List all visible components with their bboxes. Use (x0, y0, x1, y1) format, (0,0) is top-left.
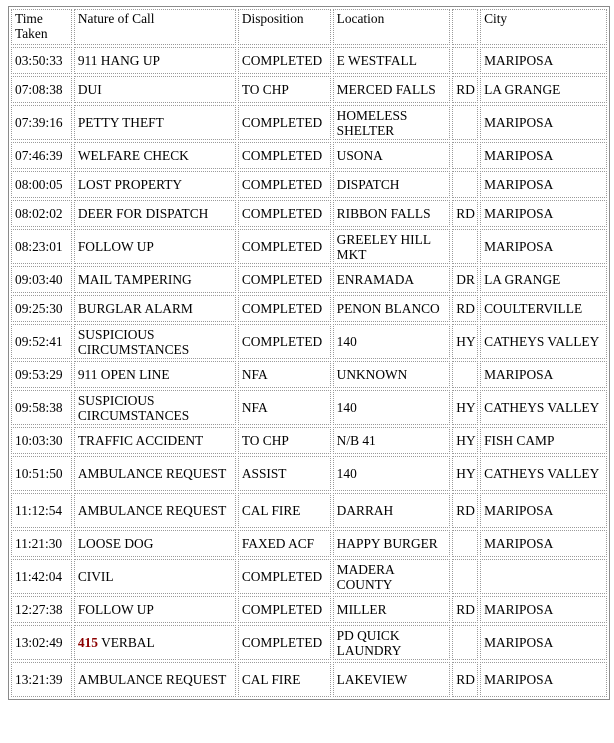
header-disposition: Disposition (238, 9, 331, 45)
table-row (11, 105, 607, 140)
cell-location-suffix: RD (452, 493, 478, 528)
cell-time: 03:50:33 (11, 47, 72, 74)
cell-time: 09:52:41 (11, 324, 72, 359)
cell-disposition: COMPLETED (238, 559, 331, 594)
cell-location-suffix: RD (452, 200, 478, 227)
nature-text: AMBULANCE REQUEST (77, 466, 227, 481)
cell-nature (74, 530, 236, 557)
cell-location-suffix (452, 530, 478, 557)
nature-text: SUSPICIOUS CIRCUMSTANCES (77, 326, 190, 357)
cell-time: 09:03:40 (11, 266, 72, 293)
nature-text: MAIL TAMPERING (77, 272, 192, 287)
cell-location-suffix: HY (452, 390, 478, 425)
cell-city: MARIPOSA (480, 530, 607, 557)
cell-nature (74, 229, 236, 264)
cell-location-suffix (452, 559, 478, 594)
cell-city: FISH CAMP (480, 427, 607, 454)
cell-location: 140 (333, 456, 451, 491)
table-row (11, 625, 607, 660)
cell-location-suffix (452, 47, 478, 74)
cell-city: MARIPOSA (480, 229, 607, 264)
cell-disposition: FAXED ACF (238, 530, 331, 557)
nature-text: FOLLOW UP (77, 239, 154, 254)
cell-location: E WESTFALL (333, 47, 451, 74)
cell-time: 11:42:04 (11, 559, 72, 594)
cell-location-suffix (452, 625, 478, 660)
cell-city: CATHEYS VALLEY (480, 390, 607, 425)
table-row (11, 142, 607, 169)
cell-disposition: COMPLETED (238, 266, 331, 293)
cell-location-suffix: HY (452, 427, 478, 454)
cell-time: 11:21:30 (11, 530, 72, 557)
header-time-taken: Time Taken (11, 9, 72, 45)
call-log-table (8, 6, 610, 700)
cell-location-suffix: RD (452, 295, 478, 322)
nature-text: 911 HANG UP (77, 53, 160, 68)
cell-time: 10:03:30 (11, 427, 72, 454)
table-row (11, 390, 607, 425)
cell-nature (74, 171, 236, 198)
cell-location: USONA (333, 142, 451, 169)
cell-nature (74, 200, 236, 227)
nature-text: TRAFFIC ACCIDENT (77, 433, 204, 448)
cell-disposition: NFA (238, 390, 331, 425)
cell-location: HOMELESS SHELTER (333, 105, 451, 140)
nature-text: VERBAL (101, 635, 155, 650)
cell-nature (74, 266, 236, 293)
cell-location-suffix (452, 361, 478, 388)
cell-location: MERCED FALLS (333, 76, 451, 103)
cell-city (480, 559, 607, 594)
cell-time: 13:02:49 (11, 625, 72, 660)
cell-city: MARIPOSA (480, 625, 607, 660)
cell-nature (74, 361, 236, 388)
nature-text: AMBULANCE REQUEST (77, 503, 227, 518)
cell-location-suffix (452, 229, 478, 264)
cell-location: LAKEVIEW (333, 662, 451, 697)
table-row (11, 596, 607, 623)
nature-text: LOST PROPERTY (77, 177, 183, 192)
cell-time: 13:21:39 (11, 662, 72, 697)
cell-location-suffix: DR (452, 266, 478, 293)
cell-time: 09:25:30 (11, 295, 72, 322)
cell-time: 07:46:39 (11, 142, 72, 169)
header-row (11, 9, 607, 45)
cell-disposition: COMPLETED (238, 324, 331, 359)
cell-city: MARIPOSA (480, 142, 607, 169)
nature-text: DEER FOR DISPATCH (77, 206, 209, 221)
cell-disposition: ASSIST (238, 456, 331, 491)
cell-time: 09:58:38 (11, 390, 72, 425)
cell-city: MARIPOSA (480, 596, 607, 623)
nature-text: LOOSE DOG (77, 536, 154, 551)
cell-time: 08:02:02 (11, 200, 72, 227)
cell-city: MARIPOSA (480, 105, 607, 140)
cell-disposition: COMPLETED (238, 625, 331, 660)
cell-disposition: COMPLETED (238, 105, 331, 140)
cell-location: ENRAMADA (333, 266, 451, 293)
cell-city: MARIPOSA (480, 662, 607, 697)
cell-time: 10:51:50 (11, 456, 72, 491)
cell-nature (74, 295, 236, 322)
header-location-suffix (452, 9, 478, 45)
cell-disposition: COMPLETED (238, 596, 331, 623)
nature-text: BURGLAR ALARM (77, 301, 193, 316)
cell-location: HAPPY BURGER (333, 530, 451, 557)
cell-time: 08:23:01 (11, 229, 72, 264)
cell-city: CATHEYS VALLEY (480, 324, 607, 359)
table-row (11, 47, 607, 74)
cell-nature (74, 76, 236, 103)
cell-disposition: CAL FIRE (238, 662, 331, 697)
cell-location: N/B 41 (333, 427, 451, 454)
cell-nature (74, 427, 236, 454)
cell-location: PENON BLANCO (333, 295, 451, 322)
cell-city: COULTERVILLE (480, 295, 607, 322)
table-row (11, 427, 607, 454)
cell-nature (74, 625, 236, 660)
table-row (11, 76, 607, 103)
cell-location-suffix: HY (452, 324, 478, 359)
cell-city: MARIPOSA (480, 361, 607, 388)
cell-nature (74, 596, 236, 623)
cell-city: LA GRANGE (480, 76, 607, 103)
cell-nature (74, 324, 236, 359)
call-code: 415 (77, 635, 98, 650)
cell-disposition: TO CHP (238, 76, 331, 103)
nature-text: CIVIL (77, 569, 114, 584)
cell-time: 08:00:05 (11, 171, 72, 198)
cell-disposition: TO CHP (238, 427, 331, 454)
cell-location-suffix (452, 171, 478, 198)
table-row (11, 361, 607, 388)
header-city: City (480, 9, 607, 45)
nature-text: PETTY THEFT (77, 115, 164, 130)
cell-location: 140 (333, 390, 451, 425)
cell-nature (74, 493, 236, 528)
cell-location: RIBBON FALLS (333, 200, 451, 227)
cell-city: MARIPOSA (480, 47, 607, 74)
header-location: Location (333, 9, 451, 45)
nature-text: DUI (77, 82, 102, 97)
cell-location-suffix: RD (452, 662, 478, 697)
cell-nature (74, 456, 236, 491)
cell-city: MARIPOSA (480, 493, 607, 528)
nature-text: WELFARE CHECK (77, 148, 189, 163)
cell-disposition: COMPLETED (238, 142, 331, 169)
table-row (11, 324, 607, 359)
cell-nature (74, 142, 236, 169)
cell-location: MILLER (333, 596, 451, 623)
cell-disposition: NFA (238, 361, 331, 388)
table-row (11, 171, 607, 198)
cell-time: 07:08:38 (11, 76, 72, 103)
cell-disposition: COMPLETED (238, 295, 331, 322)
cell-disposition: COMPLETED (238, 171, 331, 198)
cell-nature (74, 390, 236, 425)
table-row (11, 493, 607, 528)
cell-disposition: COMPLETED (238, 229, 331, 264)
cell-location-suffix (452, 105, 478, 140)
cell-city: CATHEYS VALLEY (480, 456, 607, 491)
table-row (11, 229, 607, 264)
cell-location-suffix: RD (452, 76, 478, 103)
table-row (11, 530, 607, 557)
nature-text: SUSPICIOUS CIRCUMSTANCES (77, 392, 190, 423)
cell-location: UNKNOWN (333, 361, 451, 388)
table-row (11, 559, 607, 594)
table-body (11, 47, 607, 697)
cell-nature (74, 559, 236, 594)
cell-nature (74, 105, 236, 140)
cell-nature (74, 47, 236, 74)
cell-city: LA GRANGE (480, 266, 607, 293)
header-nature-of-call: Nature of Call (74, 9, 236, 45)
cell-location-suffix (452, 142, 478, 169)
table-row (11, 200, 607, 227)
cell-time: 09:53:29 (11, 361, 72, 388)
cell-location: DARRAH (333, 493, 451, 528)
cell-disposition: COMPLETED (238, 200, 331, 227)
cell-time: 12:27:38 (11, 596, 72, 623)
cell-city: MARIPOSA (480, 171, 607, 198)
table-row (11, 456, 607, 491)
cell-location: GREELEY HILL MKT (333, 229, 451, 264)
table-row (11, 295, 607, 322)
cell-location-suffix: RD (452, 596, 478, 623)
cell-disposition: CAL FIRE (238, 493, 331, 528)
cell-location: PD QUICK LAUNDRY (333, 625, 451, 660)
cell-location-suffix: HY (452, 456, 478, 491)
table-header (11, 9, 607, 45)
cell-location: DISPATCH (333, 171, 451, 198)
cell-nature (74, 662, 236, 697)
nature-text: FOLLOW UP (77, 602, 154, 617)
cell-time: 07:39:16 (11, 105, 72, 140)
cell-city: MARIPOSA (480, 200, 607, 227)
table-row (11, 662, 607, 697)
cell-location: 140 (333, 324, 451, 359)
table-row (11, 266, 607, 293)
nature-text: AMBULANCE REQUEST (77, 672, 227, 687)
cell-time: 11:12:54 (11, 493, 72, 528)
cell-disposition: COMPLETED (238, 47, 331, 74)
cell-location: MADERA COUNTY (333, 559, 451, 594)
nature-text: 911 OPEN LINE (77, 367, 170, 382)
